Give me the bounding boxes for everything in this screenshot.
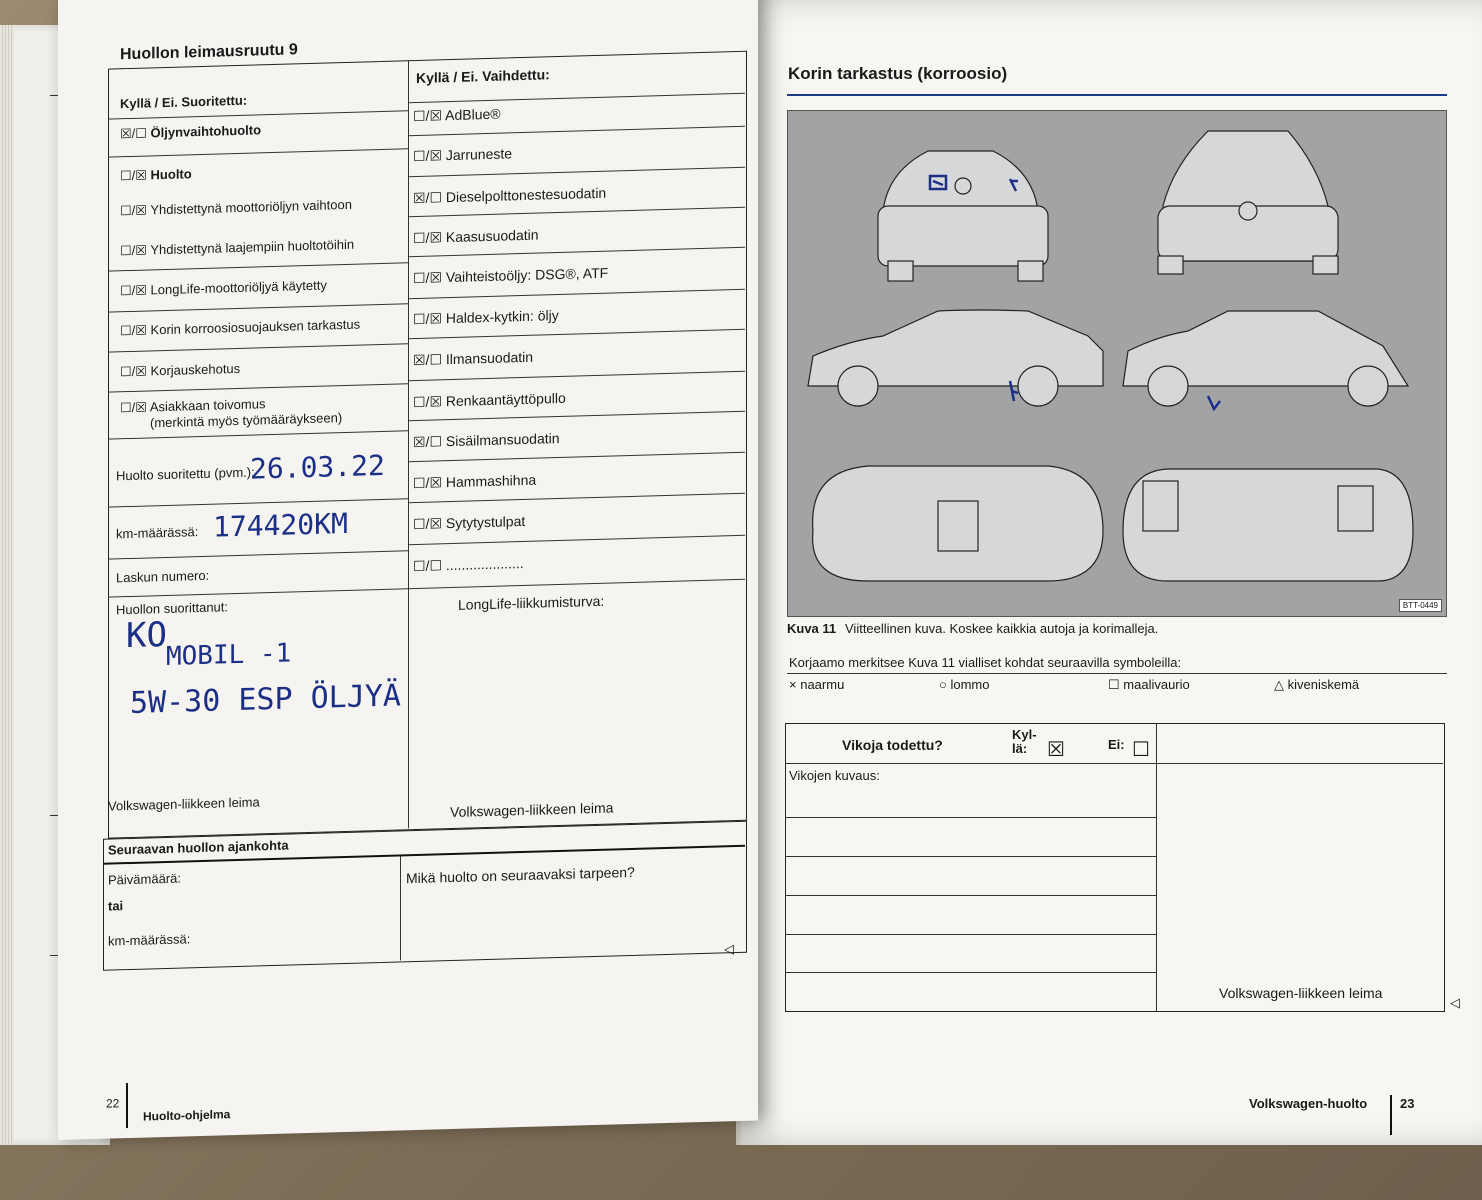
defects-table-divider [1156, 723, 1157, 1011]
yes-label: Kyl- lä: [1012, 727, 1037, 756]
item-adblue: ☐/☒ AdBlue® [413, 105, 501, 125]
symbol-paint-damage: ☐ maalivaurio [1108, 677, 1190, 692]
item-diesel-filter: ☒/☐ Dieselpolttonestesuodatin [413, 184, 607, 207]
repair-request-checkbox[interactable]: ☐/☒ [120, 363, 147, 380]
triangle-marker-icon: ◁ [724, 941, 734, 957]
symbol-dent: ○ lommo [939, 677, 990, 692]
handwriting-oil-grade: 5W-30 ESP ÖLJYÄ [130, 678, 401, 721]
adblue-checkbox[interactable]: ☐/☒ [413, 107, 442, 125]
description-line [785, 817, 1156, 818]
item-spark-plugs: ☐/☒ Sytytystulpat [413, 512, 526, 533]
item-oil-service: ☒/☐ Öljynvaihtohuolto [120, 122, 262, 142]
brake-fluid-checkbox[interactable]: ☐/☒ [413, 147, 442, 165]
oil-service-checkbox[interactable]: ☒/☐ [120, 125, 147, 142]
stamp-label: Volkswagen-liikkeen leima [1219, 985, 1383, 1001]
defects-table [785, 723, 1445, 1012]
gearbox-oil-checkbox[interactable]: ☐/☒ [413, 269, 442, 287]
corrosion-check-checkbox[interactable]: ☐/☒ [120, 322, 147, 339]
right-page [742, 0, 1482, 1145]
item-with-extended-service: ☐/☒ Yhdistettynä laajempiin huoltotöihin [120, 236, 355, 259]
legend-rule [787, 673, 1447, 674]
legend-intro: Korjaamo merkitsee Kuva 11 vialliset kohdat seuraavilla symboleilla: [789, 655, 1182, 670]
diesel-filter-checkbox[interactable]: ☒/☐ [413, 189, 442, 207]
gas-filter-checkbox[interactable]: ☐/☒ [413, 229, 442, 247]
next-date-label: Päivämäärä: [108, 870, 181, 888]
cabin-filter-checkbox[interactable]: ☒/☐ [413, 433, 442, 451]
footer-divider [1390, 1095, 1392, 1135]
blank-checkbox[interactable]: ☐/☐ [413, 557, 442, 575]
service-checkbox[interactable]: ☐/☒ [120, 167, 147, 184]
car-diagram-svg [788, 111, 1446, 616]
yes-checkbox[interactable]: ☒ [1047, 739, 1065, 761]
footer-title: Huolto-ohjelma [143, 1107, 231, 1124]
longlife-oil-checkbox[interactable]: ☐/☒ [120, 282, 147, 299]
diagram-code: BTT-0449 [1399, 599, 1442, 612]
item-gas-filter: ☐/☒ Kaasusuodatin [413, 226, 539, 247]
with-oil-change-checkbox[interactable]: ☐/☒ [120, 202, 147, 219]
air-filter-checkbox[interactable]: ☒/☐ [413, 351, 442, 369]
service-date-label: Huolto suoritettu (pvm.): [116, 464, 255, 484]
defects-header-rule [785, 763, 1443, 764]
item-with-oil-change: ☐/☒ Yhdistettynä moottoriöljyn vaihtoon [120, 196, 352, 219]
km-label: km-määrässä: [116, 524, 199, 542]
item-tyre-sealant: ☐/☒ Renkaantäyttöpullo [413, 389, 566, 411]
spark-plugs-checkbox[interactable]: ☐/☒ [413, 515, 442, 533]
header-replaced: Kyllä / Ei. Vaihdettu: [416, 66, 550, 87]
defects-question: Vikoja todettu? [842, 737, 943, 753]
or-label: tai [108, 898, 124, 914]
paint-damage-symbol-icon: ☐ [1108, 677, 1120, 692]
item-cabin-filter: ☒/☐ Sisäilmansuodatin [413, 429, 560, 451]
no-label: Ei: [1108, 737, 1125, 752]
longlife-label: LongLife-liikkumisturva: [458, 592, 605, 613]
triangle-marker-icon: ◁ [1450, 995, 1460, 1010]
with-extended-service-checkbox[interactable]: ☐/☒ [120, 242, 147, 259]
service-date-value: 26.03.22 [250, 448, 385, 486]
item-blank: ☐/☐ .................... [413, 554, 524, 575]
left-page [58, 0, 758, 1140]
haldex-oil-checkbox[interactable]: ☐/☒ [413, 310, 442, 328]
tyre-sealant-checkbox[interactable]: ☐/☒ [413, 393, 442, 411]
next-km-label: km-määrässä: [108, 931, 191, 949]
footer-title: Volkswagen-huolto [1249, 1096, 1368, 1111]
handwriting-oil-brand: MOBIL -1 [166, 638, 292, 672]
symbol-scratch: × naarmu [789, 677, 845, 692]
next-service-divider [400, 856, 401, 960]
handwriting-signature: KO [126, 614, 167, 657]
item-timing-belt: ☐/☒ Hammashihna [413, 471, 537, 492]
page-edges [0, 25, 14, 1145]
page-number: 22 [106, 1096, 120, 1111]
title-rule [787, 94, 1447, 96]
no-checkbox[interactable]: ☐ [1132, 739, 1150, 761]
customer-wish-note: (merkintä myös työmääräykseen) [150, 410, 343, 431]
description-line [785, 934, 1156, 935]
performed-by-label: Huollon suorittanut: [116, 599, 229, 618]
item-service: ☐/☒ Huolto [120, 166, 192, 184]
item-air-filter: ☒/☐ Ilmansuodatin [413, 348, 534, 369]
dent-symbol-icon: ○ [939, 677, 947, 692]
customer-wish-checkbox[interactable]: ☐/☒ [120, 399, 147, 416]
invoice-label: Laskun numero: [116, 567, 210, 586]
description-label: Vikojen kuvaus: [789, 768, 880, 783]
item-longlife-oil: ☐/☒ LongLife-moottoriöljyä käytetty [120, 277, 327, 299]
km-value: 174420KM [213, 506, 348, 544]
page-number: 23 [1400, 1096, 1415, 1111]
item-haldex-oil: ☐/☒ Haldex-kytkin: öljy [413, 307, 559, 328]
description-line [785, 972, 1156, 973]
timing-belt-checkbox[interactable]: ☐/☒ [413, 474, 442, 492]
figure-label: Kuva 11 [787, 621, 837, 636]
symbol-stone-chip: △ kiveniskemä [1274, 677, 1360, 692]
scratch-symbol-icon: × [789, 677, 797, 692]
page-title: Korin tarkastus (korroosio) [788, 64, 1008, 83]
next-service-title: Seuraavan huollon ajankohta [108, 837, 289, 858]
figure-caption: Viitteellinen kuva. Koskee kaikkia autoja ja korimalleja. [845, 621, 1159, 636]
footer-divider [126, 1083, 128, 1128]
stamp-label-right: Volkswagen-liikkeen leima [450, 799, 614, 821]
description-line [785, 856, 1156, 857]
stamp-label-left: Volkswagen-liikkeen leima [108, 794, 260, 814]
car-diagram [787, 110, 1447, 617]
item-customer-wish: ☐/☒ Asiakkaan toivomus [120, 396, 266, 416]
page-title: Huollon leimausruutu 9 [120, 41, 298, 64]
description-line [785, 895, 1156, 896]
stone-chip-symbol-icon: △ [1274, 677, 1284, 692]
item-repair-request: ☐/☒ Korjauskehotus [120, 360, 241, 380]
header-performed: Kyllä / Ei. Suoritettu: [120, 92, 248, 112]
next-service-question: Mikä huolto on seuraavaksi tarpeen? [406, 863, 635, 887]
item-gearbox-oil: ☐/☒ Vaihteistoöljy: DSG®, ATF [413, 264, 609, 287]
item-brake-fluid: ☐/☒ Jarruneste [413, 145, 513, 165]
item-corrosion-check: ☐/☒ Korin korroosiosuojauksen tarkastus [120, 316, 361, 339]
